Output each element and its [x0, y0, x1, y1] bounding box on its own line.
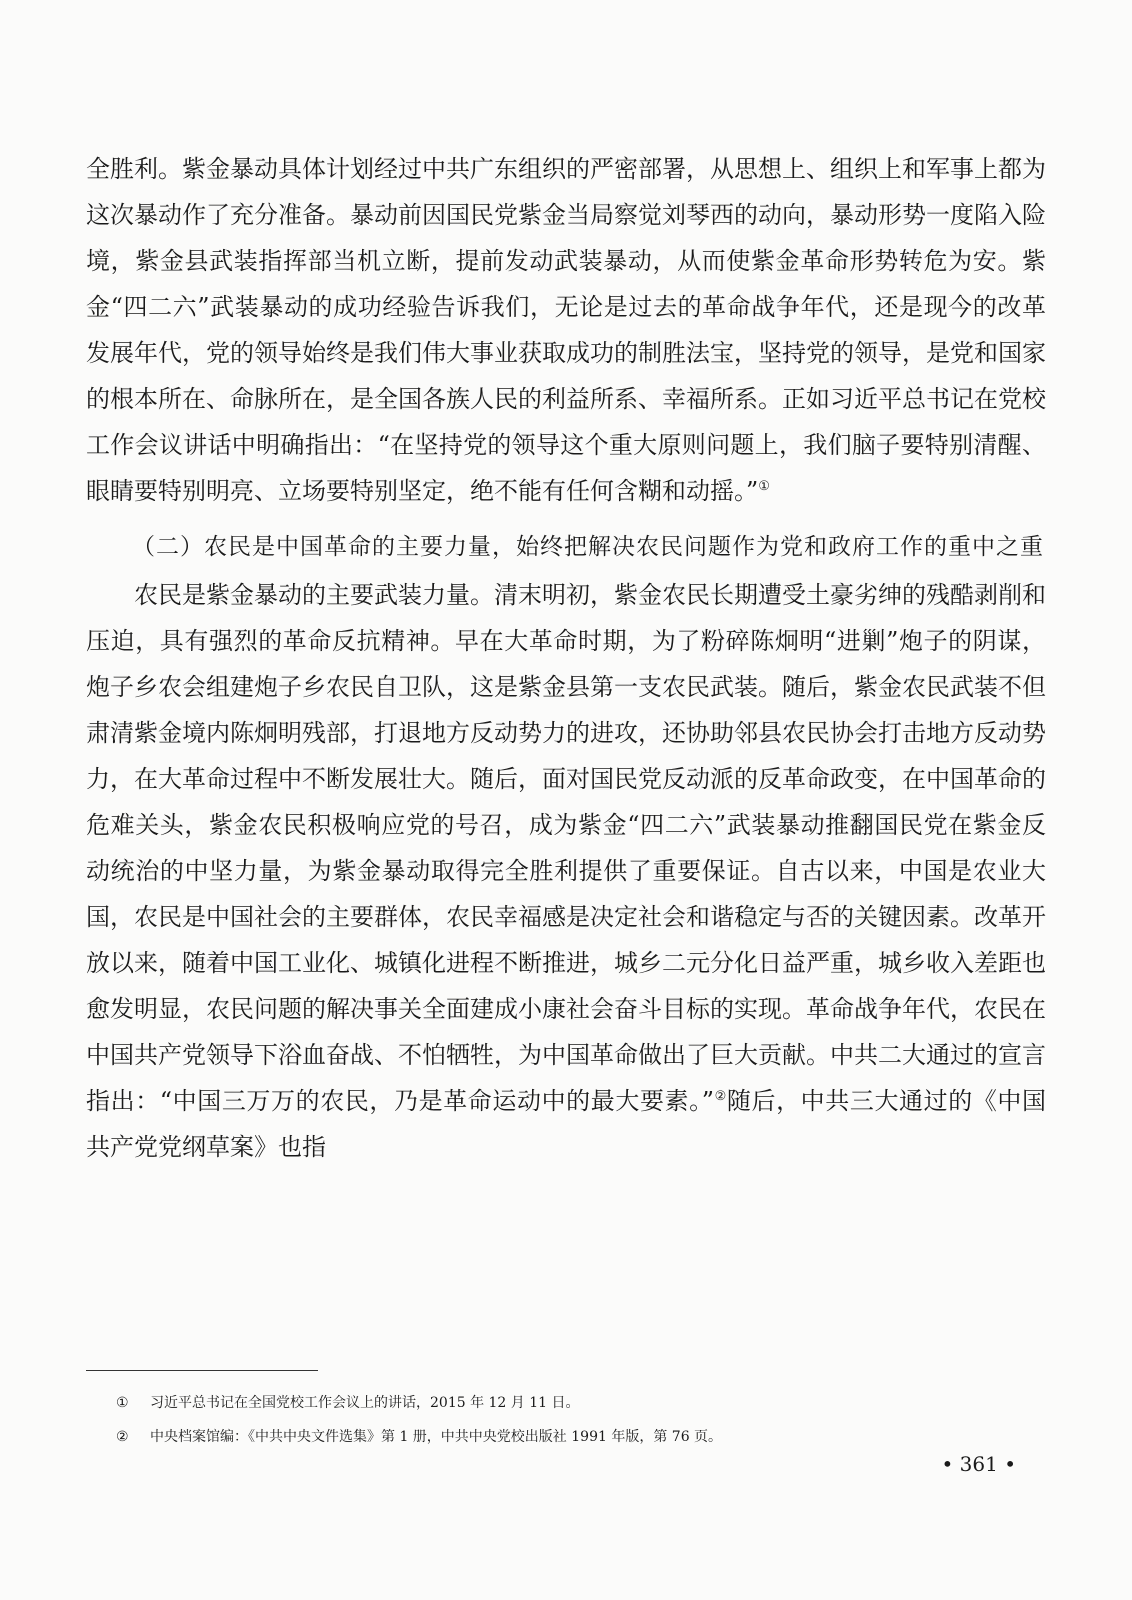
- footnote-2-text: 中央档案馆编：《中共中央文件选集》第 1 册，中共中央党校出版社 1991 年版，第 76 页。: [150, 1429, 723, 1445]
- footnote-ref-2[interactable]: ②: [714, 1089, 727, 1104]
- footnote-2: [116, 1420, 1046, 1454]
- paragraph-2: [86, 572, 1046, 1170]
- paragraph-2-text-a: 农民是紫金暴动的主要武装力量。清末明初，紫金农民长期遭受土豪劣绅的残酷剥削和压迫，具有强烈的革命反抗精神。早在大革命时期，为了粉碎陈炯明“进剿”炮子的阴谋，炮子乡农会组建炮子乡农民自卫队，这是紫金县第一支农民武装。随后，紫金农民武装不但肃清紫金境内陈炯明残部，打退地方反动势力的进攻，还协助邻县农民协会打击地方反动势力，在大革命过程中不断发展壮大。随后，面对国民党反动派的反革命政变，在中国革命的危难关头，紫金农民积极响应党的号召，成为紫金“四二六”武装暴动推翻国民党在紫金反动统治的中坚力量，为紫金暴动取得完全胜利提供了重要保证。自古以来，中国是农业大国，农民是中国社会的主要群体，农民幸福感是决定社会和谐稳定与否的关键因素。改革开放以来，随着中国工业化、城镇化进程不断推进，城乡二元分化日益严重，城乡收入差距也愈发明显，农民问题的解决事关全面建成小康社会奋斗目标的实现。革命战争年代，农民在中国共产党领导下浴血奋战、不怕牺牲，为中国革命做出了巨大贡献。中共二大通过的宣言指出：“中国三万万的农民，乃是革命运动中的最大要素。”: [86, 581, 1046, 1115]
- footnotes: [116, 1386, 1046, 1454]
- footnote-ref-1[interactable]: ①: [758, 479, 770, 494]
- footnote-1: [116, 1386, 1046, 1420]
- footnote-divider: [86, 1370, 318, 1371]
- paragraph-2-text-b: 随后，中共三大通过的《中国共产党党纲草案》也指: [86, 1087, 1047, 1161]
- paragraph-1-text: 全胜利。紫金暴动具体计划经过中共广东组织的严密部署，从思想上、组织上和军事上都为这次暴动作了充分准备。暴动前因国民党紫金当局察觉刘琴西的动向，暴动形势一度陷入险境，紫金县武装指挥部当机立断，提前发动武装暴动，从而使紫金革命形势转危为安。紫金“四二六”武装暴动的成功经验告诉我们，无论是过去的革命战争年代，还是现今的改革发展年代，党的领导始终是我们伟大事业获取成功的制胜法宝，坚持党的领导，是党和国家的根本所在、命脉所在，是全国各族人民的利益所系、幸福所系。正如习近平总书记在党校工作会议讲话中明确指出：“在坚持党的领导这个重大原则问题上，我们脑子要特别清醒、眼睛要特别明亮、立场要特别坚定，绝不能有任何含糊和动摇。”: [86, 155, 1046, 505]
- footnote-1-text: 习近平总书记在全国党校工作会议上的讲话，2015 年 12 月 11 日。: [150, 1395, 580, 1411]
- page-number: • 361 •: [941, 1452, 1016, 1476]
- footnote-1-mark: ①: [116, 1395, 129, 1411]
- body-text: [86, 146, 1046, 1170]
- section-heading: （二）农民是中国革命的主要力量，始终把解决农民问题作为党和政府工作的重中之重: [132, 534, 1044, 560]
- paragraph-1: [86, 146, 1046, 514]
- footnote-2-mark: ②: [116, 1429, 129, 1445]
